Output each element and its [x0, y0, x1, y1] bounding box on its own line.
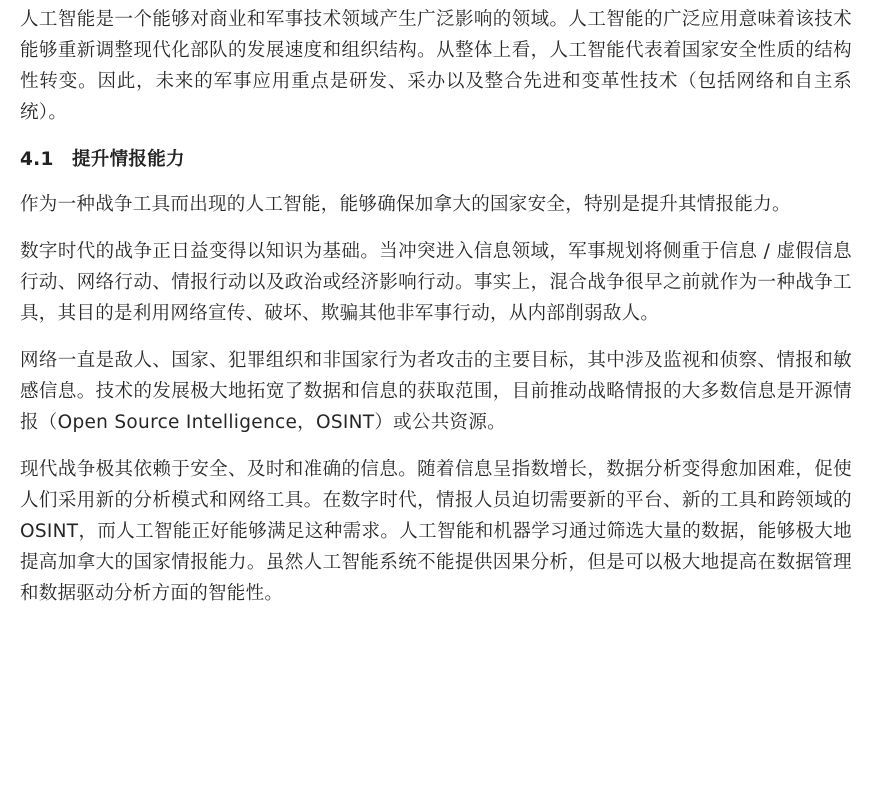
paragraph: 现代战争极其依赖于安全、及时和准确的信息。随着信息呈指数增长，数据分析变得愈加困难，促使人们采用新的分析模式和网络工具。在数字时代，情报人员迫切需要新的平台、新的工具和跨领域的 OSINT，而人工智能正好能够满足这种需求。人工智能和机器学习通过筛选大量的数据，能够极大地提高加拿大的国家情报能力。虽然人工智能系统不能提供因果分析，但是可以极大地提高在数据管理和数据驱动分析方面的智能性。 — [20, 459, 852, 604]
article-body — [20, 4, 852, 625]
intro-paragraph: 人工智能是一个能够对商业和军事技术领域产生广泛影响的领域。人工智能的广泛应用意味着该技术能够重新调整现代化部队的发展速度和组织结构。从整体上看，人工智能代表着国家安全性质的结构性转变。因此，未来的军事应用重点是研发、采办以及整合先进和变革性技术（包括网络和自主系统）。 — [20, 9, 852, 123]
paragraph: 数字时代的战争正日益变得以知识为基础。当冲突进入信息领域，军事规划将侧重于信息 / 虚假信息行动、网络行动、情报行动以及政治或经济影响行动。事实上，混合战争很早之前就作为一种战争工具，其目的是利用网络宣传、破坏、欺骗其他非军事行动，从内部削弱敌人。 — [20, 241, 852, 324]
section-number: 4.1 — [20, 149, 54, 170]
paragraph: 作为一种战争工具而出现的人工智能，能够确保加拿大的国家安全，特别是提升其情报能力。 — [20, 194, 791, 215]
section-title: 提升情报能力 — [72, 149, 185, 170]
section-heading — [20, 144, 852, 175]
paragraph: 网络一直是敌人、国家、犯罪组织和非国家行为者攻击的主要目标，其中涉及监视和侦察、情报和敏感信息。技术的发展极大地拓宽了数据和信息的获取范围，目前推动战略情报的大多数信息是开源情报（Open Source Intelligence，OSINT）或公共资源。 — [20, 350, 852, 433]
